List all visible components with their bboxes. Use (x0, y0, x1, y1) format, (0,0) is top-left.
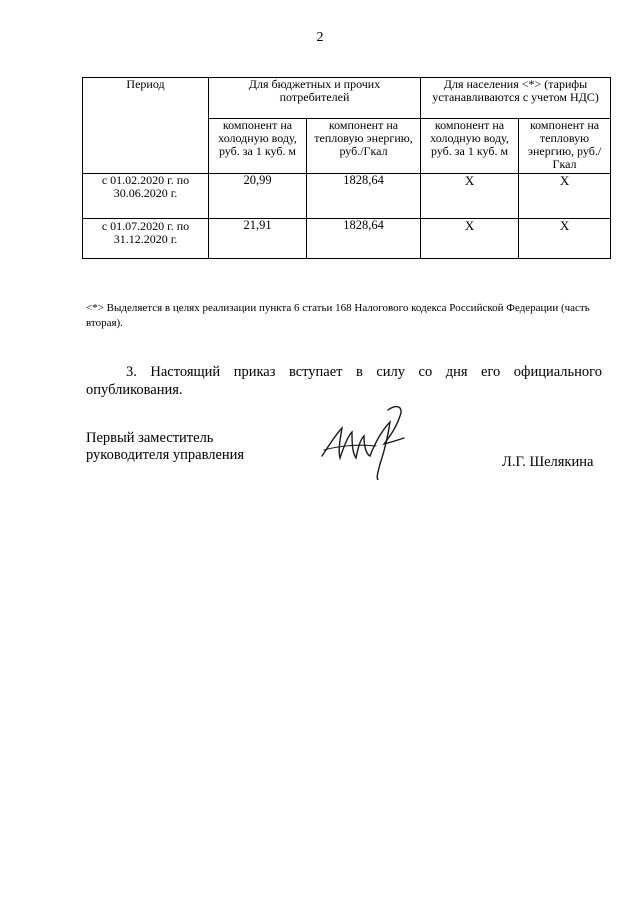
signer-position-line1: Первый заместитель (86, 430, 214, 446)
row-population-heat: Х (519, 219, 611, 259)
header-population-cold-water: компонент на холодную воду, руб. за 1 куб. м (421, 119, 519, 174)
row-period: с 01.02.2020 г. по 30.06.2020 г. (83, 174, 209, 219)
signer-name: Л.Г. Шелякина (502, 454, 594, 470)
row-population-cold-water: Х (421, 174, 519, 219)
row-budget-cold-water: 21,91 (209, 219, 307, 259)
handwritten-signature (318, 400, 418, 480)
table-header-row (83, 78, 611, 119)
signer-position-line2: руководителя управления (86, 447, 245, 463)
tariff-table (82, 77, 611, 259)
header-population-heat: компонент на тепловую энергию, руб./Гкал (519, 119, 611, 174)
header-budget-cold-water: компонент на холодную воду, руб. за 1 куб. м (209, 119, 307, 174)
signer-position (86, 430, 244, 464)
header-population-group: Для населения <*> (тарифы устанавливаются с учетом НДС) (421, 78, 611, 119)
row-budget-heat: 1828,64 (307, 219, 421, 259)
footnote: <*> Выделяется в целях реализации пункта 6 статьи 168 Налогового кодекса Российской Федерации (часть вторая). (86, 302, 590, 329)
table-row (83, 219, 611, 259)
header-period: Период (83, 78, 209, 174)
table-row (83, 174, 611, 219)
row-budget-cold-water: 20,99 (209, 174, 307, 219)
row-population-heat: Х (519, 174, 611, 219)
paragraph-effective-date: 3. Настоящий приказ вступает в силу со дня его официального опубликования. (86, 364, 602, 398)
header-budget-heat: компонент на тепловую энергию, руб./Гкал (307, 119, 421, 174)
row-budget-heat: 1828,64 (307, 174, 421, 219)
header-budget-group: Для бюджетных и прочих потребителей (209, 78, 421, 119)
row-period: с 01.07.2020 г. по 31.12.2020 г. (83, 219, 209, 259)
page-number: 2 (316, 30, 324, 45)
row-population-cold-water: Х (421, 219, 519, 259)
